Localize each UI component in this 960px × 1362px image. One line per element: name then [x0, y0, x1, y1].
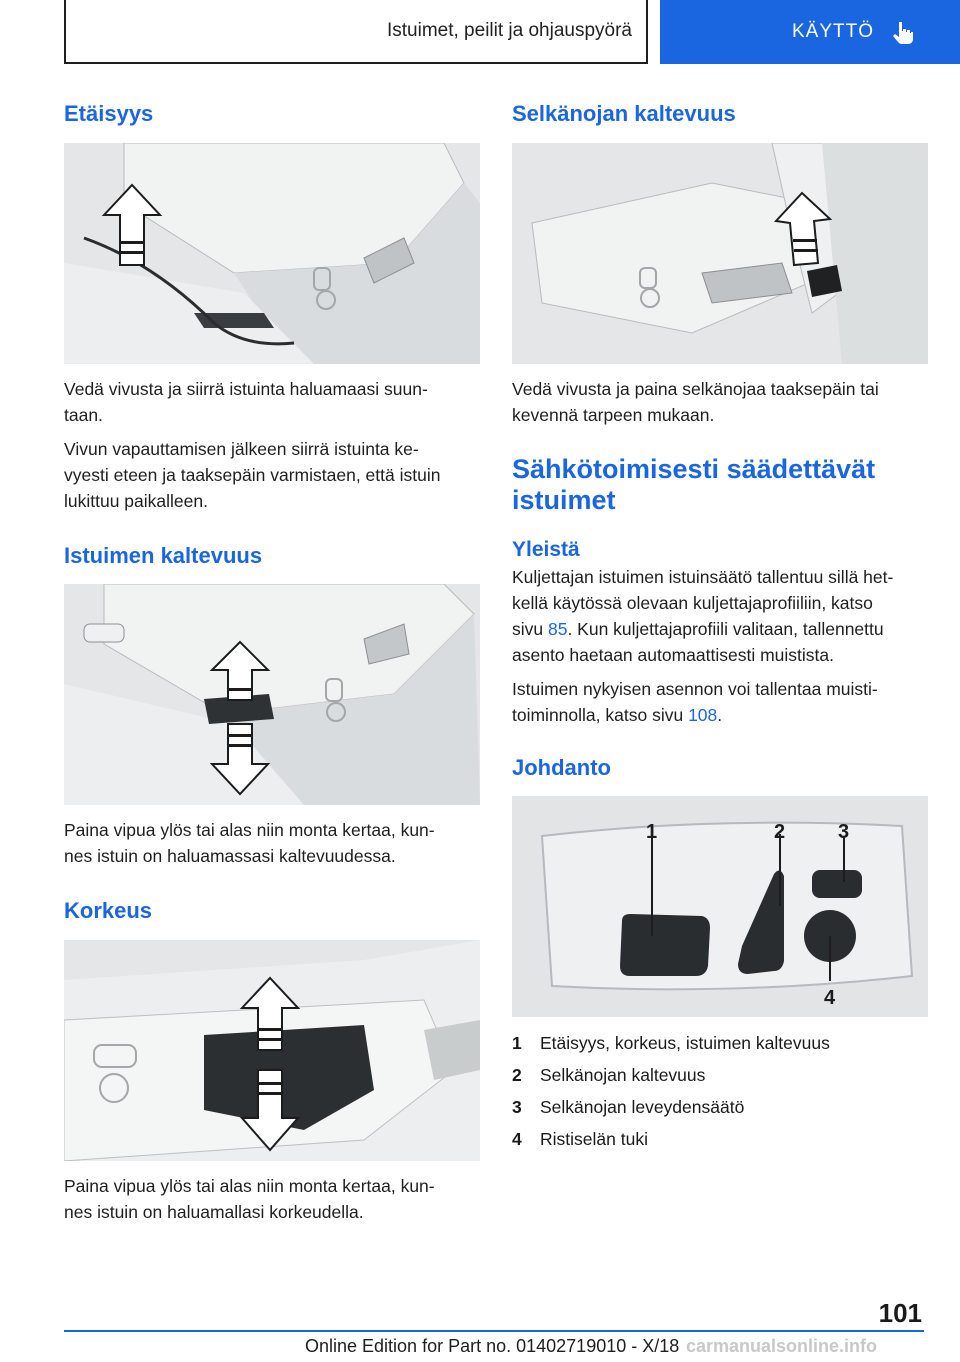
general-p2: Istuimen nykyisen asennon voi tallentaa muisti- toiminnolla, katso sivu 108. [512, 678, 878, 725]
list-item: 3 Selkänojan leveydensäätö [512, 1097, 745, 1118]
figure-seat-controls [512, 796, 928, 1017]
heading-distance: Etäisyys [64, 101, 154, 126]
header-section-title [64, 0, 648, 64]
backrest-p1: Vedä vivusta ja paina selkänojaa taaksepäin tai kevennä tarpeen mukaan. [512, 378, 879, 425]
distance-p1: Vedä vivusta ja siirrä istuinta haluamaasi suun- taan. [64, 378, 428, 425]
tilt-p1: Paina vipua ylös tai alas niin monta kertaa, kun- nes istuin on haluamassasi kaltevuudessa. [64, 820, 435, 867]
footer-divider [64, 1330, 924, 1332]
figure-seat-distance [64, 143, 480, 364]
hand-pointer-icon [890, 19, 916, 45]
page-link-108[interactable]: 108 [688, 704, 718, 725]
callout-2: 2 [774, 821, 786, 844]
header-chapter-tab[interactable] [660, 0, 960, 64]
controls-legend [512, 1027, 928, 1155]
list-item: 1 Etäisyys, korkeus, istuimen kaltevuus [512, 1033, 830, 1054]
list-item: 2 Selkänojan kaltevuus [512, 1065, 706, 1086]
heading-general: Yleistä [512, 537, 580, 561]
height-p1: Paina vipua ylös tai alas niin monta kertaa, kun- nes istuin on haluamallasi korkeudella. [64, 1175, 435, 1222]
footer-watermark: carmanualsonline.info [686, 1336, 878, 1356]
heading-height: Korkeus [64, 898, 153, 924]
chapter-title: KÄYTTÖ [792, 21, 875, 42]
heading-electric-seats: Sähkötoimisesti säädettävät istuimet [512, 453, 876, 515]
page-number: 101 [878, 1298, 922, 1328]
heading-backrest: Selkänojan kaltevuus [512, 101, 736, 126]
figure-backrest-tilt [512, 143, 928, 364]
figure-seat-tilt [64, 584, 480, 805]
page-link-85[interactable]: 85 [547, 618, 568, 639]
section-title: Istuimet, peilit ja ohjauspyörä [386, 20, 632, 41]
callout-4: 4 [824, 987, 836, 1010]
heading-intro: Johdanto [512, 754, 611, 780]
callout-1: 1 [646, 821, 658, 844]
footer-edition: Online Edition for Part no. 01402719010 - X/18 [305, 1336, 680, 1356]
right-column [512, 100, 928, 1155]
general-p1: Kuljettajan istuimen istuinsäätö tallentuu sillä het- kellä käytössä olevaan kuljettajaprofiiliin, katso sivu 85. Kun kuljettajaprofiili valitaan, tallennettu asento haetaan automaattisesti muistista. [512, 566, 894, 665]
list-item: 4 Ristiselän tuki [512, 1129, 648, 1150]
figure-seat-height [64, 940, 480, 1161]
distance-p2: Vivun vapauttamisen jälkeen siirrä istuinta ke- vyesti eteen ja taaksepäin varmistaen, että istuin lukittuu paikalleen. [64, 438, 441, 511]
left-column [64, 100, 480, 1225]
callout-3: 3 [838, 821, 850, 844]
heading-tilt: Istuimen kaltevuus [64, 542, 263, 568]
